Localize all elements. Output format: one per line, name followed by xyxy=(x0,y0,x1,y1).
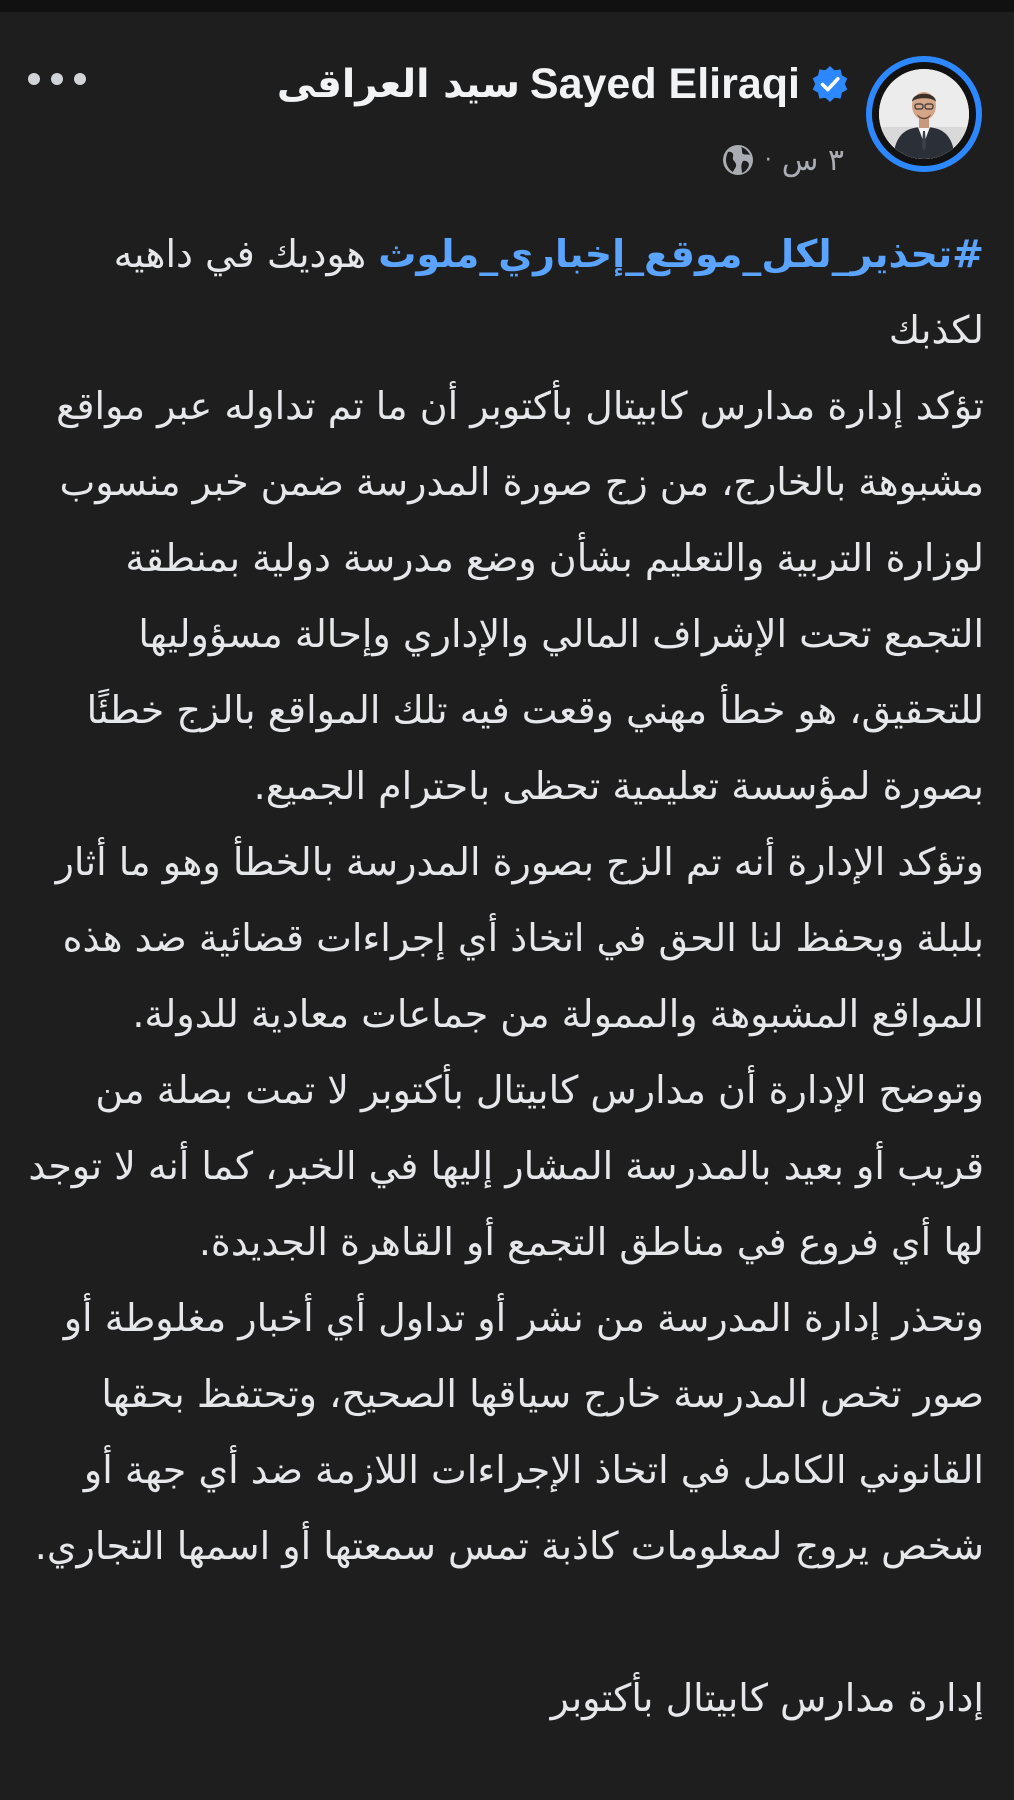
author-avatar[interactable] xyxy=(866,56,982,172)
verified-badge-icon[interactable] xyxy=(810,64,850,104)
post-body xyxy=(28,216,984,1736)
first-line-text: هوديك في داهيه لكذبك xyxy=(113,232,984,352)
avatar-photo xyxy=(879,69,969,159)
more-options-button[interactable] xyxy=(28,64,86,94)
more-options-icon-dot xyxy=(74,73,86,85)
author-name-row xyxy=(277,54,850,114)
hashtag-link[interactable]: #تحذير_لكل_موقع_إخباري_ملوث xyxy=(378,232,984,276)
more-options-icon xyxy=(28,73,40,85)
more-options-icon-dot xyxy=(51,73,63,85)
post-timestamp[interactable]: ٣ س xyxy=(781,142,844,178)
author-name-english[interactable]: Sayed Eliraqi xyxy=(529,59,800,108)
status-bar-edge xyxy=(0,0,1014,12)
globe-icon xyxy=(721,143,755,177)
post-first-line xyxy=(28,216,984,368)
post-paragraph-4: وتحذر إدارة المدرسة من نشر أو تداول أي أخبار مغلوطة أو صور تخص المدرسة خارج سياقها الصحيح، وتحتفظ بحقها القانوني الكامل في اتخاذ الإجراءات اللازمة ضد أي جهة أو شخص يروج لمعلومات كاذبة تمس سمعتها أو اسمها التجاري. xyxy=(34,1296,984,1568)
meta-separator: · xyxy=(764,147,772,173)
facebook-post xyxy=(0,12,1014,1800)
post-paragraph-2: وتؤكد الإدارة أنه تم الزج بصورة المدرسة بالخطأ وهو ما أثار بلبلة ويحفظ لنا الحق في اتخاذ أي إجراءات قضائية ضد هذه المواقع المشبوهة والممولة من جماعات معادية للدولة. xyxy=(55,840,984,1036)
paragraph-spacer xyxy=(28,1584,984,1660)
post-paragraph-3: وتوضح الإدارة أن مدارس كابيتال بأكتوبر لا تمت بصلة من قريب أو بعيد بالمدرسة المشار إليها في الخبر، كما أنه لا توجد لها أي فروع في مناطق التجمع أو القاهرة الجديدة. xyxy=(28,1068,984,1264)
post-meta xyxy=(721,140,844,180)
post-paragraph-1: تؤكد إدارة مدارس كابيتال بأكتوبر أن ما تم تداوله عبر مواقع مشبوهة بالخارج، من زج صورة المدرسة ضمن خبر منسوب لوزارة التربية والتعليم بشأن وضع مدرسة دولية بمنطقة التجمع تحت الإشراف المالي والإداري وإحالة مسؤوليها للتحقيق، هو خطأ مهني وقعت فيه تلك المواقع بالزج خطئًا بصورة لمؤسسة تعليمية تحظى باحترام الجميع. xyxy=(56,384,984,808)
post-signature: إدارة مدارس كابيتال بأكتوبر xyxy=(550,1676,984,1720)
author-name-arabic[interactable]: سيد العراقى xyxy=(276,61,520,107)
